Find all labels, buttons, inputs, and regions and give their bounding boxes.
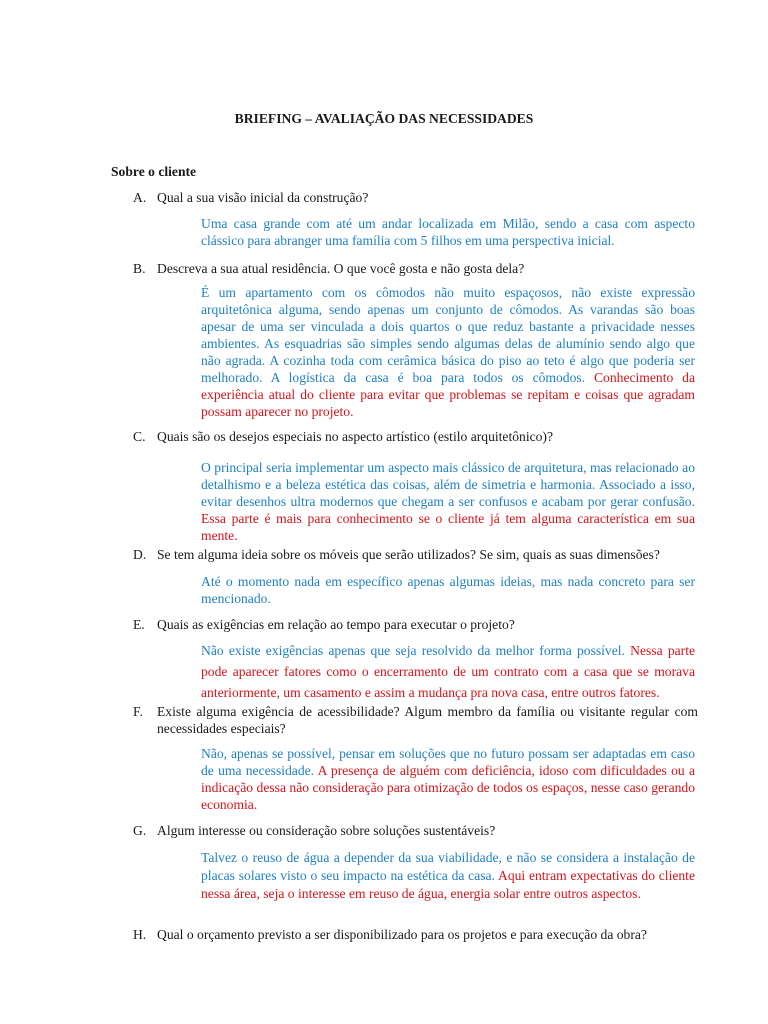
- answer-b: [201, 284, 695, 420]
- client-answer: Talvez o reuso de água a depender da sua viabilidade, e não se considera a instalação de placas solares visto o seu impacto na estética da casa.: [201, 850, 695, 883]
- note-text: A presença de alguém com deficiência, idoso com dificuldades ou a indicação dessa não consideração para otimização de todos os espaços, nesse caso gerando economia.: [201, 763, 695, 812]
- question-letter: C.: [133, 429, 146, 444]
- question-text: Qual o orçamento previsto a ser disponibilizado para os projetos e para execução da obra?: [157, 927, 647, 942]
- question-letter: D.: [133, 547, 147, 562]
- question-text: Descreva a sua atual residência. O que você gosta e não gosta dela?: [157, 261, 525, 276]
- document-title: BRIEFING – AVALIAÇÃO DAS NECESSIDADES: [234, 111, 534, 126]
- client-answer: Não, apenas se possível, pensar em soluções que no futuro possam ser adaptadas em caso de uma necessidade.: [201, 746, 695, 778]
- question-letter: G.: [133, 823, 147, 838]
- question-letter: F.: [133, 704, 143, 719]
- answer-f: [201, 745, 695, 813]
- client-answer: Uma casa grande com até um andar localizada em Milão, sendo a casa com aspecto clássico para abranger uma família com 5 filhos em uma perspectiva inicial.: [201, 216, 695, 248]
- section-heading: Sobre o cliente: [111, 164, 197, 179]
- question-text: Qual a sua visão inicial da construção?: [157, 190, 369, 205]
- question-letter: A.: [133, 190, 147, 205]
- note-text: Conhecimento da experiência atual do cliente para evitar que problemas se repitam e coisas que agradam possam aparecer no projeto.: [201, 370, 695, 419]
- answer-c: [201, 459, 695, 544]
- answer-a: [201, 215, 695, 249]
- note-text: Essa parte é mais para conhecimento se o cliente já tem alguma característica em sua mente.: [201, 511, 695, 543]
- question-letter: H.: [133, 927, 147, 942]
- client-answer: O principal seria implementar um aspecto mais clássico de arquitetura, mas relacionado ao detalhismo e a beleza estética das coisas, além de simetria e harmonia. Associado a isso, evitar desenhos ultra modernos que chegam a ser confusos e acabam por gerar confusão.: [201, 460, 695, 509]
- answer-d: [201, 573, 695, 607]
- question-text: Quais as exigências em relação ao tempo para executar o projeto?: [157, 617, 515, 632]
- question-text: Existe alguma exigência de acessibilidade? Algum membro da família ou visitante regular com necessidades especiais?: [157, 704, 698, 736]
- question-letter: B.: [133, 261, 146, 276]
- client-answer: Até o momento nada em específico apenas algumas ideias, mas nada concreto para ser mencionado.: [201, 574, 695, 606]
- question-letter: E.: [133, 617, 145, 632]
- client-answer: Não existe exigências apenas que seja resolvido da melhor forma possível.: [201, 643, 625, 658]
- note-text: Aqui entram expectativas do cliente nessa área, seja o interesse em reuso de água, energia solar entre outros aspectos.: [201, 868, 695, 901]
- answer-g: [201, 849, 695, 903]
- note-text: Nessa parte pode aparecer fatores como o encerramento de um contrato com a casa que se morava anteriormente, um casamento e assim a mudança pra nova casa, entre outros fatores.: [201, 643, 696, 700]
- answer-e: [201, 640, 695, 703]
- question-text: Quais são os desejos especiais no aspecto artístico (estilo arquitetônico)?: [157, 429, 553, 444]
- client-answer: É um apartamento com os cômodos não muito espaçosos, não existe expressão arquitetônica alguma, sendo apenas um conjunto de cômodos. As varandas são boas apesar de uma ser vinculada a dois quartos o que reduz bastante a privacidade nesses ambientes. As esquadrias são simples sendo algumas delas de alumínio sendo algo que não agrada. A cozinha toda com cerâmica básica do piso ao teto é algo que poderia ser melhorado. A logística da casa é boa para todos os cômodos.: [201, 285, 695, 385]
- question-text: Se tem alguma ideia sobre os móveis que serão utilizados? Se sim, quais as suas dimensões?: [157, 547, 660, 562]
- question-text: Algum interesse ou consideração sobre soluções sustentáveis?: [157, 823, 496, 838]
